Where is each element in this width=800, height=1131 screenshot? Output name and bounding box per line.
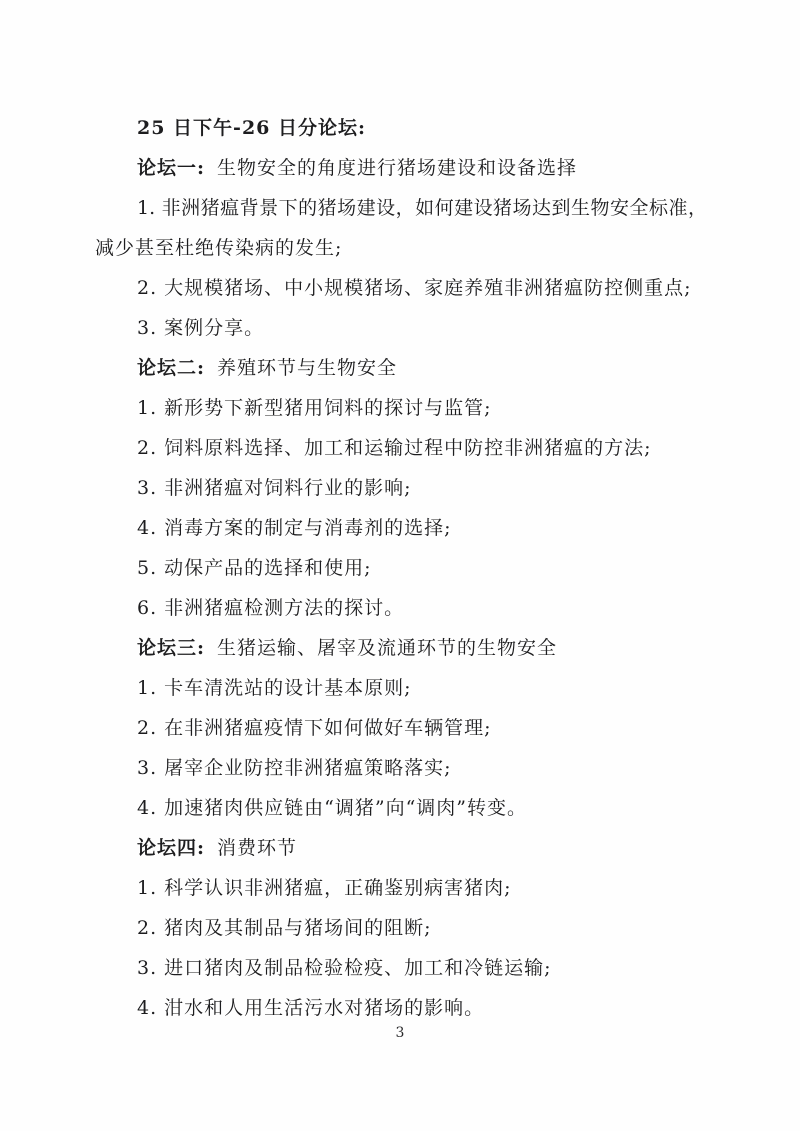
agenda-item-line: 3. 案例分享。 — [137, 317, 265, 339]
agenda-item-line: 2. 大规模猪场、中小规模猪场、家庭养殖非洲猪瘟防控侧重点; — [137, 277, 692, 299]
agenda-item-line: 1. 科学认识非洲猪瘟，正确鉴别病害猪肉; — [137, 877, 512, 899]
agenda-item-continuation: 减少甚至杜绝传染病的发生; — [95, 237, 343, 259]
section-heading: 25 日下午-26 日分论坛: — [137, 117, 367, 139]
agenda-item-line: 1. 卡车清洗站的设计基本原则; — [137, 677, 412, 699]
agenda-item-line: 4. 泔水和人用生活污水对猪场的影响。 — [137, 997, 485, 1019]
forum-title: 生猪运输、屠宰及流通环节的生物安全 — [217, 637, 558, 659]
forum-title: 生物安全的角度进行猪场建设和设备选择 — [217, 157, 578, 179]
agenda-item-line: 1. 新形势下新型猪用饲料的探讨与监管; — [137, 397, 492, 419]
forum-label: 论坛四: — [137, 837, 206, 859]
forum-header — [95, 148, 707, 188]
agenda-item-line: 5. 动保产品的选择和使用; — [137, 557, 372, 579]
forum-header — [95, 628, 707, 668]
forum-label: 论坛一: — [137, 157, 206, 179]
forum-label: 论坛三: — [137, 637, 206, 659]
document-content — [95, 108, 707, 1028]
agenda-item-line: 4. 消毒方案的制定与消毒剂的选择; — [137, 517, 452, 539]
agenda-item-line: 6. 非洲猪瘟检测方法的探讨。 — [137, 597, 405, 619]
agenda-item-line: 2. 在非洲猪瘟疫情下如何做好车辆管理; — [137, 717, 492, 739]
forum-header — [95, 348, 707, 388]
agenda-item-line: 3. 屠宰企业防控非洲猪瘟策略落实; — [137, 757, 452, 779]
forums-list — [95, 148, 707, 1028]
agenda-item-line: 4. 加速猪肉供应链由“调猪”向“调肉”转变。 — [137, 797, 528, 819]
agenda-item-line: 2. 猪肉及其制品与猪场间的阻断; — [137, 917, 432, 939]
forum-title: 消费环节 — [217, 837, 298, 859]
forum-title: 养殖环节与生物安全 — [217, 357, 398, 379]
agenda-item-line: 3. 进口猪肉及制品检验检疫、加工和冷链运输; — [137, 957, 552, 979]
page-number: 3 — [395, 1025, 405, 1041]
forum-label: 论坛二: — [137, 357, 206, 379]
agenda-item-line: 3. 非洲猪瘟对饲料行业的影响; — [137, 477, 412, 499]
agenda-item-line: 1. 非洲猪瘟背景下的猪场建设，如何建设猪场达到生物安全标准， — [137, 197, 707, 219]
forum-header — [95, 828, 707, 868]
agenda-item-line: 2. 饲料原料选择、加工和运输过程中防控非洲猪瘟的方法; — [137, 437, 652, 459]
